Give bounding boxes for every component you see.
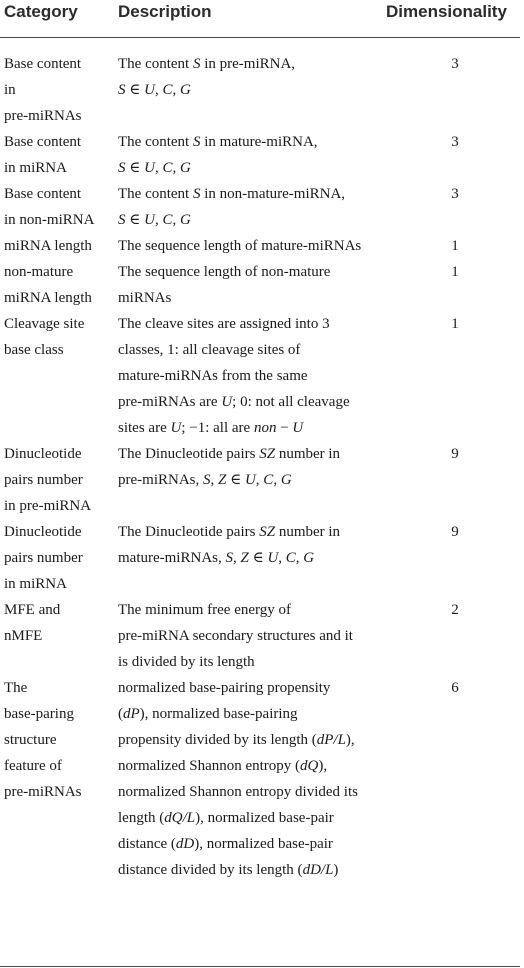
category-line: miRNA length [4, 290, 92, 306]
description-line: distance (dD), normalized base-pair [118, 836, 333, 852]
description-line: sites are U; −1: all are non − U [118, 420, 304, 436]
cell-description [118, 181, 388, 233]
category-line: Dinucleotide [4, 446, 82, 462]
cell-description [118, 675, 388, 883]
table-row [0, 597, 520, 675]
cell-dimensionality: 9 [451, 524, 459, 540]
category-line: pre-miRNAs [4, 108, 82, 124]
cell-description [118, 233, 388, 259]
table-row [0, 181, 520, 233]
description-line: miRNAs [118, 290, 172, 306]
description-line: normalized Shannon entropy (dQ), [118, 758, 328, 774]
table-row [0, 51, 520, 129]
category-line: non-mature [4, 264, 74, 280]
category-line: base-paring [4, 706, 74, 722]
description-line: S ∈ U, C, G [118, 160, 191, 176]
description-line: The minimum free energy of [118, 602, 291, 618]
category-line: pairs number [4, 550, 83, 566]
cell-description [118, 129, 388, 181]
category-line: in miRNA [4, 160, 67, 176]
cell-dimensionality: 3 [451, 56, 459, 72]
category-line: Cleavage site [4, 316, 85, 332]
cell-category [4, 441, 112, 519]
category-line: nMFE [4, 628, 43, 644]
cell-description [118, 441, 388, 493]
cell-category [4, 259, 112, 311]
description-line: The content S in mature-miRNA, [118, 134, 318, 150]
category-line: feature of [4, 758, 62, 774]
category-line: pre-miRNAs [4, 784, 82, 800]
category-line: pairs number [4, 472, 83, 488]
description-line: pre-miRNAs, S, Z ∈ U, C, G [118, 472, 292, 488]
description-line: The cleave sites are assigned into 3 [118, 316, 330, 332]
description-line: The Dinucleotide pairs SZ number in [118, 524, 341, 540]
description-line: The content S in pre-miRNA, [118, 56, 296, 72]
cell-dimensionality: 3 [451, 186, 459, 202]
category-line: structure [4, 732, 57, 748]
header-category: Category [4, 2, 78, 21]
description-line: The content S in non-mature-miRNA, [118, 186, 346, 202]
cell-dimensionality: 2 [451, 602, 459, 618]
description-line: pre-miRNA secondary structures and it [118, 628, 353, 644]
description-line: S ∈ U, C, G [118, 212, 191, 228]
table-row [0, 675, 520, 883]
description-line: normalized Shannon entropy divided its [118, 784, 358, 800]
description-line: is divided by its length [118, 654, 255, 670]
description-line: S ∈ U, C, G [118, 82, 191, 98]
description-line: propensity divided by its length (dP/L), [118, 732, 355, 748]
description-line: mature-miRNAs, S, Z ∈ U, C, G [118, 550, 315, 566]
cell-dimensionality: 9 [451, 446, 459, 462]
cell-category [4, 129, 112, 181]
table-row [0, 233, 520, 259]
table-row [0, 129, 520, 181]
header-dimensionality: Dimensionality [386, 2, 507, 21]
description-line: The Dinucleotide pairs SZ number in [118, 446, 341, 462]
description-line: distance divided by its length (dD/L) [118, 862, 339, 878]
cell-category [4, 311, 112, 363]
cell-category [4, 233, 112, 259]
description-line: The sequence length of non-mature [118, 264, 331, 280]
cell-category [4, 519, 112, 597]
cell-dimensionality: 1 [451, 238, 459, 254]
description-line: The sequence length of mature-miRNAs [118, 238, 362, 254]
header-description: Description [118, 2, 212, 21]
cell-category [4, 181, 112, 233]
header-rule [0, 37, 520, 38]
table-row [0, 259, 520, 311]
cell-dimensionality: 6 [451, 680, 459, 696]
description-line: normalized base-pairing propensity [118, 680, 331, 696]
category-line: base class [4, 342, 64, 358]
category-line: in miRNA [4, 576, 67, 592]
category-line: miRNA length [4, 238, 92, 254]
category-line: Base content [4, 186, 82, 202]
cell-category [4, 597, 112, 649]
cell-category [4, 675, 112, 805]
cell-description [118, 51, 388, 103]
table-row [0, 519, 520, 597]
category-line: Base content [4, 56, 82, 72]
description-line: (dP), normalized base-pairing [118, 706, 298, 722]
cell-category [4, 51, 112, 129]
cell-dimensionality: 3 [451, 134, 459, 150]
category-line: MFE and [4, 602, 61, 618]
category-line: Dinucleotide [4, 524, 82, 540]
table-row [0, 311, 520, 441]
table-row [0, 441, 520, 519]
category-line: in pre-miRNA [4, 498, 92, 514]
bottom-rule [0, 966, 520, 967]
cell-dimensionality: 1 [451, 264, 459, 280]
cell-description [118, 519, 388, 571]
cell-dimensionality: 1 [451, 316, 459, 332]
category-line: in [4, 82, 16, 98]
cell-description [118, 259, 388, 311]
category-line: The [4, 680, 28, 696]
category-line: Base content [4, 134, 82, 150]
cell-description [118, 311, 388, 441]
category-line: in non-miRNA [4, 212, 95, 228]
description-line: classes, 1: all cleavage sites of [118, 342, 301, 358]
description-line: length (dQ/L), normalized base-pair [118, 810, 334, 826]
description-line: mature-miRNAs from the same [118, 368, 308, 384]
cell-description [118, 597, 388, 675]
description-line: pre-miRNAs are U; 0: not all cleavage [118, 394, 350, 410]
